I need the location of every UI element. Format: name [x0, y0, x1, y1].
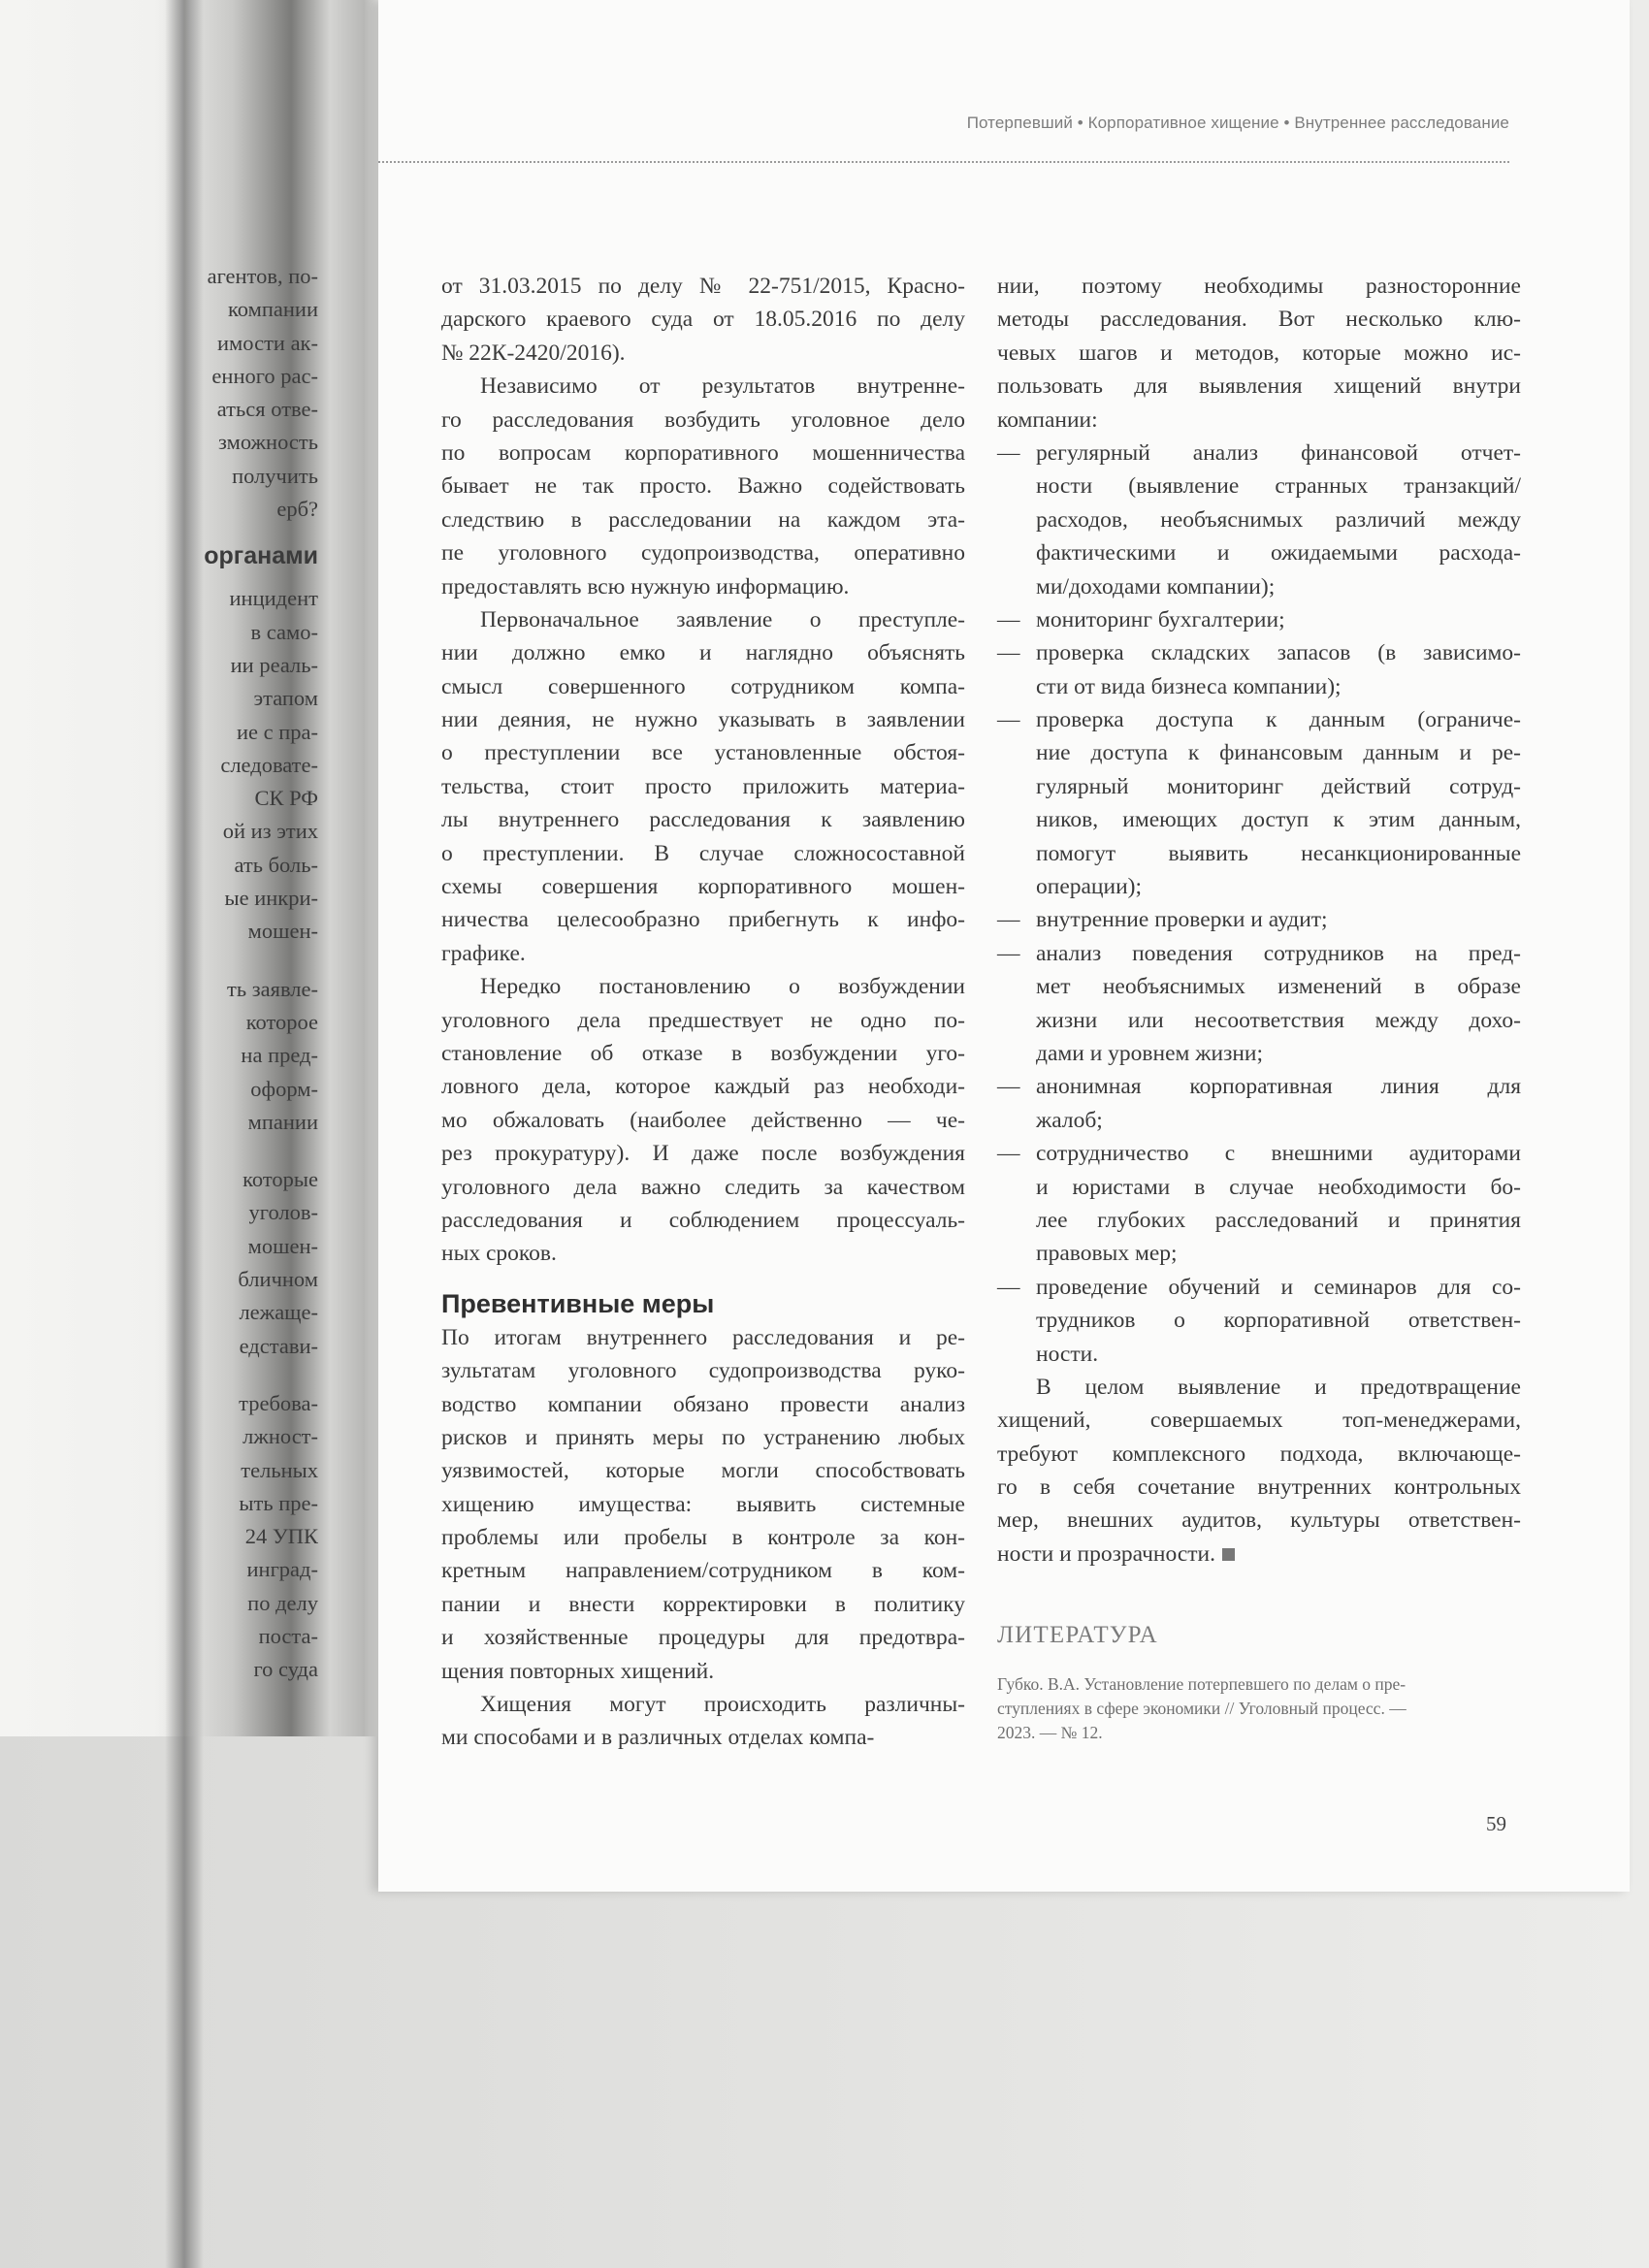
list-item [997, 1271, 1521, 1371]
left-page-line: ерб? [276, 497, 318, 522]
left-page-line: аться отве- [216, 397, 318, 422]
list-item-line: регулярный анализ финансовой отчет- [1036, 439, 1521, 466]
paragraph-line [997, 1538, 1521, 1571]
list-item-line: внутренние проверки и аудит; [1036, 907, 1328, 933]
left-page-line: которые [242, 1167, 318, 1192]
list-item-line: сти от вида бизнеса компании); [1036, 673, 1342, 699]
paragraph-line-text: го в себя сочетание внутренних контрольных [997, 1474, 1521, 1501]
list-item-line: ние доступа к финансовым данным и ре- [1036, 740, 1521, 766]
paragraph-line [997, 1404, 1521, 1437]
list-item-text [1036, 703, 1521, 903]
list-item-line: ности. [1036, 1341, 1099, 1367]
list-item-line: лее глубоких расследований и принятия [1036, 1207, 1521, 1233]
list-dash: — [997, 1274, 1020, 1300]
paragraph-line: ных сроков. [441, 1241, 557, 1267]
list-item-line: ности (выявление странных транзакций/ [1036, 473, 1521, 500]
left-page-line: уголов- [248, 1200, 318, 1225]
list-dash: — [997, 907, 1020, 933]
paragraph-line: предоставлять всю нужную информацию. [441, 573, 850, 599]
left-page-line: бличном [238, 1267, 318, 1292]
paragraph-line: Первоначальное заявление о преступле- [480, 606, 965, 632]
paragraph-line: пе уголовного судопроизводства, оперативно [441, 540, 965, 567]
paragraph-line: уязвимостей, которые могли способствовать [441, 1458, 965, 1484]
paragraph-line: уголовного дела предшествует не одно по- [441, 1007, 965, 1033]
list-dash: — [997, 439, 1020, 466]
left-page-line: ие с пра- [236, 719, 318, 744]
paragraph-line: нии должно емко и наглядно объяснять [441, 640, 965, 666]
list-dash: — [997, 707, 1020, 733]
list-item [997, 937, 1521, 1071]
left-page-line: едстави- [239, 1333, 318, 1358]
list-item-text [1036, 937, 1521, 1071]
paragraph-line: рез прокуратуру). И даже после возбуждения [441, 1141, 965, 1167]
left-page-line: которое [245, 1009, 318, 1034]
paragraph-line: и хозяйственные процедуры для предотвра- [441, 1625, 965, 1651]
paragraph-line-text: требуют комплексного подхода, включающе- [997, 1441, 1521, 1467]
left-page-line: инград- [246, 1557, 318, 1582]
left-page-line: зможность [218, 430, 318, 455]
paragraph-line: водство компании обязано провести анализ [441, 1391, 965, 1417]
left-page-line: на пред- [241, 1043, 318, 1068]
left-page-line: имости ак- [217, 330, 318, 355]
right-page [378, 0, 1630, 1892]
left-page-line: мошен- [247, 919, 318, 944]
paragraph-line: графике. [441, 940, 526, 966]
paragraph-line: следствию в расследовании на каждом эта- [441, 506, 965, 533]
paragraph-line: ничества целесообразно прибегнуть к инфо- [441, 907, 965, 933]
list-item-line: помогут выявить несанкционированные [1036, 840, 1521, 866]
paragraph-line: пользовать для выявления хищений внутри [997, 373, 1521, 400]
list-dash: — [997, 940, 1020, 966]
paragraph-line: рисков и принять меры по устранению любых [441, 1424, 965, 1450]
paragraph-line [997, 1371, 1521, 1404]
left-page-line: 24 УПК [244, 1524, 318, 1549]
paragraph-line-text: В целом выявление и предотвращение [1036, 1374, 1521, 1400]
list-item-line: жалоб; [1036, 1107, 1103, 1133]
left-page-line: ые инкри- [224, 886, 318, 911]
paragraph-line-text: мер, внешних аудитов, культуры ответствен- [997, 1507, 1521, 1534]
paragraph-line: № 22К-2420/2016). [441, 340, 626, 366]
left-page-line: по делу [247, 1590, 318, 1615]
paragraph-line: Хищения могут происходить различны- [480, 1692, 965, 1718]
list-dash: — [997, 606, 1020, 632]
list-item [997, 437, 1521, 603]
paragraph-line [997, 1471, 1521, 1504]
paragraph-line: методы расследования. Вот несколько клю- [997, 307, 1521, 333]
left-page-line: мпании [247, 1109, 318, 1134]
list-item [997, 636, 1521, 703]
list-dash: — [997, 640, 1020, 666]
list-item-text [1036, 1070, 1521, 1137]
paragraph-line [997, 1438, 1521, 1471]
list-item-line: операции); [1036, 874, 1143, 900]
left-page-line: ии реаль- [230, 652, 318, 677]
list-item-text [1036, 903, 1521, 936]
paragraph-line: пании и внести корректировки в политику [441, 1591, 965, 1617]
paragraph-line: кретным направлением/сотрудником в ком- [441, 1558, 965, 1584]
list-item-line: и юристами в случае необходимости бо- [1036, 1174, 1521, 1200]
list-item [997, 703, 1521, 903]
list-item-line: ников, имеющих доступ к этим данным, [1036, 807, 1521, 833]
left-page-line: в само- [250, 619, 318, 644]
left-page-line: требова- [239, 1390, 318, 1415]
left-page-line: следовате- [220, 752, 318, 777]
page-number: 59 [1486, 1812, 1506, 1835]
middle-text-column [441, 270, 965, 1755]
paragraph-line: становление об отказе в возбуждении уго- [441, 1040, 965, 1066]
paragraph-line: тельства, стоит просто приложить материа- [441, 773, 965, 799]
left-page-line: мошен- [247, 1233, 318, 1258]
paragraph-line [997, 1504, 1521, 1537]
left-page-line: лжност- [242, 1424, 318, 1449]
literature-heading: ЛИТЕРАТУРА [997, 1622, 1158, 1648]
list-item [997, 603, 1521, 636]
right-text-column [997, 270, 1521, 1571]
left-page-line: поста- [258, 1623, 318, 1648]
list-item [997, 1070, 1521, 1137]
left-page-heading: органами [204, 542, 318, 570]
paragraph-line: хищению имущества: выявить системные [441, 1491, 965, 1517]
left-page-line: получить [232, 463, 318, 488]
list-item-line: проверка доступа к данным (ограниче- [1036, 707, 1521, 733]
left-page-line: тельных [241, 1457, 318, 1482]
list-item-line: ми/доходами компании); [1036, 573, 1276, 599]
paragraph-line: ловного дела, которое каждый раз необходи- [441, 1074, 965, 1100]
paragraph-line: уголовного дела важно следить за качеством [441, 1174, 965, 1200]
section-heading: Превентивные меры [441, 1288, 715, 1318]
paragraph-line: По итогам внутреннего расследования и ре- [441, 1324, 965, 1350]
header-dotted-rule [378, 161, 1509, 163]
list-dash: — [997, 1141, 1020, 1167]
paragraph-line: чевых шагов и методов, которые можно ис- [997, 340, 1521, 366]
paragraph-line: проблемы или пробелы в контроле за кон- [441, 1525, 965, 1551]
paragraph-line: ми способами и в различных отделах компа- [441, 1725, 875, 1751]
paragraph-line: по вопросам корпоративного мошенничества [441, 439, 965, 466]
list-item [997, 1137, 1521, 1271]
left-page-line: этапом [253, 686, 318, 711]
left-page-line: ть заявле- [227, 976, 318, 1001]
paragraph-line: мо обжаловать (наиболее действенно — че- [441, 1107, 965, 1133]
paragraph-line: лы внутреннего расследования к заявлению [441, 807, 965, 833]
gutter-shadow [165, 0, 204, 2268]
paragraph-line: расследования и соблюдением процессуаль- [441, 1207, 965, 1233]
literature-entry [997, 1672, 1521, 1745]
list-item-line: дами и уровнем жизни; [1036, 1041, 1264, 1067]
list-item-line: трудников о корпоративной ответствен- [1036, 1308, 1521, 1334]
paragraph-line: зультатам уголовного судопроизводства руко- [441, 1358, 965, 1384]
left-page-line: компании [228, 297, 318, 322]
left-page-line: лежаще- [239, 1300, 318, 1325]
left-page-line: агентов, по- [207, 264, 318, 288]
list-item-text [1036, 1271, 1521, 1371]
paragraph-line: от 31.03.2015 по делу № 22-751/2015, Красно- [441, 274, 965, 299]
paragraph-line: о преступлении. В случае сложносоставной [441, 840, 965, 866]
list-item-line: сотрудничество с внешними аудиторами [1036, 1141, 1521, 1167]
paragraph-line: дарского краевого суда от 18.05.2016 по делу [441, 307, 965, 333]
paragraph-line: нии деяния, не нужно указывать в заявлении [441, 707, 965, 733]
list-item-text [1036, 437, 1521, 603]
list-item-text [1036, 603, 1521, 636]
list-item-line: правовых мер; [1036, 1241, 1178, 1267]
paragraph-line-text: ности и прозрачности. [997, 1540, 1215, 1567]
left-page-line: енного рас- [211, 363, 318, 388]
literature-line: ступлениях в сфере экономики // Уголовный процесс. — [997, 1699, 1406, 1718]
paragraph-line: щения повторных хищений. [441, 1658, 715, 1684]
end-of-article-mark [1222, 1548, 1235, 1561]
paragraph-line: Независимо от результатов внутренне- [480, 373, 965, 400]
paragraph-line: о преступлении все установленные обстоя- [441, 740, 965, 766]
literature-line: 2023. — № 12. [997, 1723, 1103, 1742]
list-item [997, 903, 1521, 936]
left-page-line: оформ- [250, 1076, 318, 1101]
list-item-text [1036, 1137, 1521, 1271]
left-page-line: СК РФ [254, 786, 318, 811]
paragraph-line: нии, поэтому необходимы разносторонние [997, 274, 1521, 299]
paragraph-line: смысл совершенного сотрудником компа- [441, 673, 965, 699]
list-item-line: проведение обучений и семинаров для со- [1036, 1274, 1521, 1300]
paragraph-line: Нередко постановлению о возбуждении [480, 974, 965, 1000]
list-item-line: мет необъяснимых изменений в образе [1036, 974, 1521, 1000]
running-head: Потерпевший • Корпоративное хищение • Внутреннее расследование [966, 113, 1509, 132]
paragraph-line: компании: [997, 406, 1098, 433]
list-item-line: расходов, необъяснимых различий между [1036, 506, 1521, 533]
paragraph-line: го расследования возбудить уголовное дело [441, 406, 965, 433]
list-item-line: фактическими и ожидаемыми расхода- [1036, 540, 1521, 567]
list-item-line: гулярный мониторинг действий сотруд- [1036, 773, 1521, 799]
left-page-line: го суда [253, 1657, 318, 1682]
left-page-line: ыть пре- [239, 1490, 318, 1515]
left-page-line: ой из этих [222, 819, 318, 844]
list-item-line: анонимная корпоративная линия для [1036, 1074, 1521, 1100]
paragraph-line: схемы совершения корпоративного мошен- [441, 874, 965, 900]
list-item-line: проверка складских запасов (в зависимо- [1036, 640, 1521, 666]
list-item-line: анализ поведения сотрудников на пред- [1036, 940, 1521, 966]
list-item-line: жизни или несоответствия между дохо- [1036, 1007, 1521, 1033]
paragraph-line: бывает не так просто. Важно содействовать [441, 473, 965, 500]
list-item-text [1036, 636, 1521, 703]
list-item-line: мониторинг бухгалтерии; [1036, 606, 1285, 632]
left-page-line: ать боль- [234, 852, 318, 877]
list-dash: — [997, 1074, 1020, 1100]
paragraph-line-text: хищений, совершаемых топ-менеджерами, [997, 1408, 1521, 1434]
literature-line: Губко. В.А. Установление потерпевшего по делам о пре- [997, 1674, 1406, 1694]
left-page-line: инцидент [229, 586, 318, 611]
